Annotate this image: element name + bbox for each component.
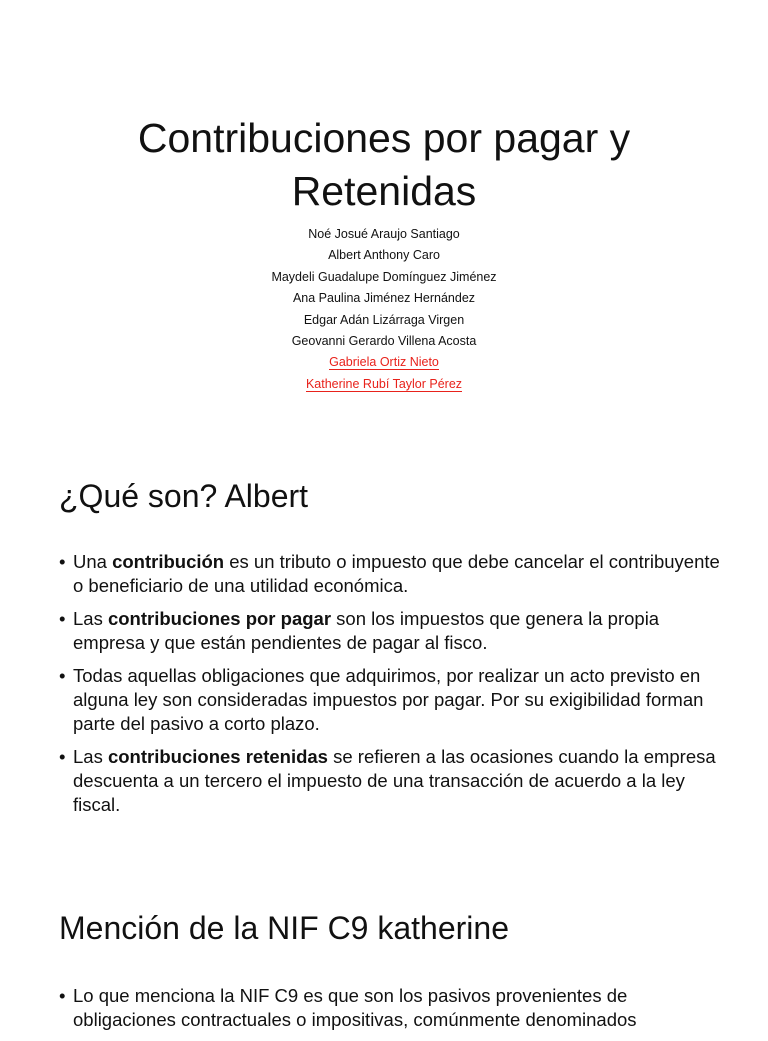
author-name: Edgar Adán Lizárraga Virgen <box>303 312 465 327</box>
bullet-list <box>59 550 728 826</box>
slide-heading: ¿Qué son? Albert <box>59 478 309 514</box>
bullet-item: • Las contribuciones por pagar son los impuestos que genera la propia empresa y que están pendientes de pagar al fisco. <box>59 607 728 655</box>
author-name: Albert Anthony Caro <box>328 248 440 263</box>
bullet-item: • Lo que menciona la NIF C9 es que son los pasivos provenientes de obligaciones contractuales o impositivas, comúnmente denominados <box>59 984 728 1032</box>
title-slide <box>0 0 768 432</box>
nif-c9-slide <box>0 866 768 1030</box>
title-line-2: Retenidas <box>291 168 477 214</box>
bullet-list <box>59 984 728 1041</box>
author-name-link[interactable]: Katherine Rubí Taylor Pérez <box>305 376 463 391</box>
slide-heading: Mención de la NIF C9 katherine <box>59 910 509 946</box>
title-line-1: Contribuciones por pagar y <box>137 115 631 161</box>
author-name-link[interactable]: Gabriela Ortiz Nieto <box>329 355 439 370</box>
bullet-item: • Las contribuciones retenidas se refieren a las ocasiones cuando la empresa descuenta a un tercero el impuesto de una transacción de acuerdo a la ley fiscal. <box>59 745 728 817</box>
author-name: Maydeli Guadalupe Domínguez Jiménez <box>271 269 497 284</box>
author-name: Noé Josué Araujo Santiago <box>308 227 460 241</box>
definitions-slide <box>0 440 768 860</box>
author-list <box>0 224 768 395</box>
presentation-title <box>0 112 768 218</box>
bullet-item: • Todas aquellas obligaciones que adquirimos, por realizar un acto previsto en alguna ley son consideradas impuestos por pagar. Por su exigibilidad forman parte del pasivo a corto plazo. <box>59 664 728 736</box>
author-name: Geovanni Gerardo Villena Acosta <box>291 334 477 349</box>
author-name: Ana Paulina Jiménez Hernández <box>292 291 476 306</box>
bullet-item: • Una contribución es un tributo o impuesto que debe cancelar el contribuyente o beneficiario de una utilidad económica. <box>59 550 728 598</box>
